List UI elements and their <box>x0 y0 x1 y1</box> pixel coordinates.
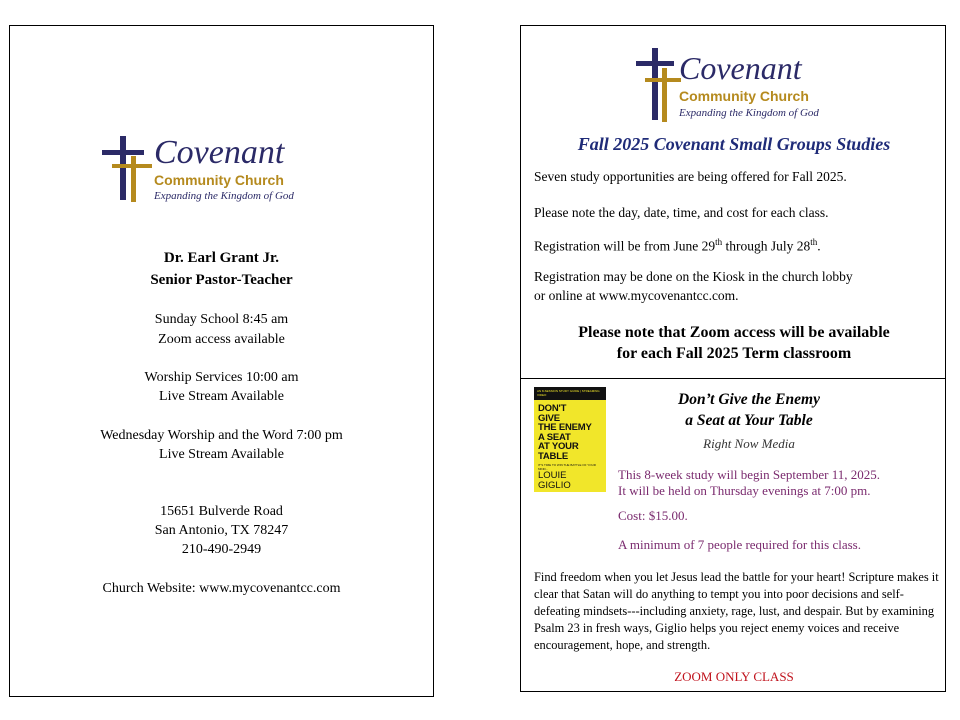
phone: 210-490-2949 <box>181 542 262 557</box>
zoom-only-label: ZOOM ONLY CLASS <box>674 669 794 684</box>
logo-subname: Community Church <box>154 172 284 188</box>
registration-paragraph <box>534 237 821 255</box>
book-cover-author: LOUIE GIGLIO <box>538 470 571 491</box>
zoom-notice-line1: Please note that Zoom access will be available <box>578 324 890 341</box>
logo-subname: Community Church <box>679 88 809 104</box>
book-cover-image <box>534 387 606 492</box>
wednesday-worship: Wednesday Worship and the Word 7:00 pm <box>100 428 343 443</box>
right-panel <box>520 25 946 692</box>
worship-services: Worship Services 10:00 am <box>144 370 299 385</box>
kiosk-line1: Registration may be done on the Kiosk in the church lobby <box>534 269 853 284</box>
intro-paragraph: Seven study opportunities are being offered for Fall 2025. <box>534 169 847 184</box>
pastor-name: Dr. Earl Grant Jr. <box>163 250 280 266</box>
church-website: Church Website: www.mycovenantcc.com <box>102 581 341 596</box>
logo-name: Covenant <box>154 134 285 171</box>
book-cover-subtitle: IT'S TIME TO WIN THE BATTLE OF YOUR MIND... <box>538 463 596 471</box>
study-title-line1: Don’t Give the Enemy <box>678 391 820 408</box>
study-schedule <box>618 467 880 499</box>
sunday-school-note: Zoom access available <box>158 332 285 347</box>
schedule-line2: It will be held on Thursday evenings at 7:00 pm. <box>618 483 871 498</box>
church-logo <box>633 46 833 126</box>
address-line2: San Antonio, TX 78247 <box>154 523 289 538</box>
book-cover-title: DON'T GIVE THE ENEMY A SEAT AT YOUR TABLE <box>538 403 592 462</box>
pastor-title: Senior Pastor-Teacher <box>150 272 293 288</box>
registration-sup: th <box>810 237 818 247</box>
study-cost: Cost: $15.00. <box>618 508 688 523</box>
book-strip-text: AN 8-SESSION STUDY GUIDE | STREAMING VIDEO <box>537 389 600 397</box>
registration-text: . <box>817 238 821 254</box>
study-description: Find freedom when you let Jesus lead the battle for your heart! Scripture makes it clear that Satan will do anything to tempt you into poor decisions and self-defeating mindsets---including anxiety, rage, lust, and despair. But by examining Psalm 23 in fresh ways, Giglio helps you reject enemy voices and receive encouragement, hope, and strength. <box>534 570 939 652</box>
wednesday-note: Live Stream Available <box>159 447 284 462</box>
zoom-notice-line2: for each Fall 2025 Term classroom <box>616 345 852 362</box>
section-title: Fall 2025 Covenant Small Groups Studies <box>577 134 891 154</box>
logo-tagline: Expanding the Kingdom of God <box>154 190 294 202</box>
church-logo <box>98 134 348 204</box>
logo-tagline: Expanding the Kingdom of God <box>679 107 819 119</box>
registration-text: Registration will be from June 29 <box>534 238 716 254</box>
section-divider <box>521 378 945 379</box>
left-panel <box>9 25 434 697</box>
study-title <box>609 389 889 431</box>
kiosk-line2: or online at www.mycovenantcc.com. <box>534 288 739 303</box>
study-source: Right Now Media <box>703 436 795 451</box>
registration-text: through July 28 <box>722 238 811 254</box>
address-line1: 15651 Bulverde Road <box>160 504 283 519</box>
sunday-school: Sunday School 8:45 am <box>154 312 289 327</box>
registration-sup: th <box>715 237 723 247</box>
schedule-line1: This 8-week study will begin September 11, 2025. <box>618 467 881 482</box>
study-title-line2: a Seat at Your Table <box>685 412 813 429</box>
book-cover-strip <box>534 387 606 400</box>
zoom-notice <box>521 322 947 364</box>
study-minimum: A minimum of 7 people required for this class. <box>618 537 861 552</box>
note-paragraph: Please note the day, date, time, and cost for each class. <box>534 205 829 220</box>
worship-note: Live Stream Available <box>159 389 284 404</box>
logo-name: Covenant <box>679 50 802 86</box>
